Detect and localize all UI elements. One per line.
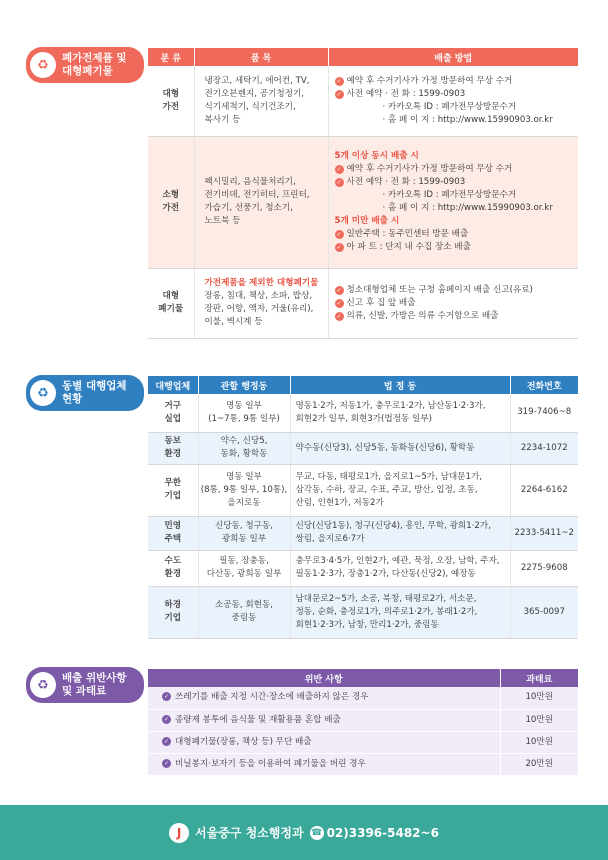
check-icon: ✓	[336, 90, 342, 98]
check-icon: ✓	[336, 286, 342, 294]
table-row	[148, 731, 578, 753]
company-cell	[148, 464, 198, 516]
section-title: 및 과태료	[62, 685, 107, 697]
table-row	[148, 687, 578, 709]
method-cell	[328, 268, 578, 338]
fine-cell: 10만원	[500, 731, 578, 753]
admin-dong-line: 중림동	[231, 613, 257, 623]
section-title: 대형폐기물	[62, 65, 113, 77]
admin-dong-line: 신당동, 청구동,	[214, 521, 273, 531]
table-header: 관할 행정동	[198, 376, 290, 394]
check-icon: ✓	[163, 715, 170, 723]
section-title: 배출 위반사항	[62, 672, 127, 684]
method-text: 사전 예약 · 전 화 : 1599-0903	[346, 177, 466, 187]
items-title: 가전제품을 제외한 대형폐기물	[204, 278, 319, 288]
table-row	[148, 586, 578, 638]
section-badge	[26, 47, 144, 83]
table-header: 배출 방법	[328, 48, 578, 66]
table-header: 분 류	[148, 48, 194, 66]
legal-dong-line: 남대문로2~5가, 소공, 북창, 태평로2가, 서소문,	[295, 593, 477, 604]
legal-dong-cell	[290, 394, 510, 432]
legal-dong-cell	[290, 464, 510, 516]
item-line: 전기비데, 전기히터, 프린터,	[204, 190, 310, 200]
violation-text: 쓰레기를 배출 지정 시간·장소에 배출하지 않은 경우	[175, 692, 369, 703]
company-cell	[148, 394, 198, 432]
category-label: 가전	[162, 101, 180, 112]
footer	[0, 805, 608, 860]
method-line	[335, 284, 579, 297]
admin-dong-line: 을지로동	[227, 497, 261, 508]
admin-dong-line: 광희동 일부	[221, 534, 267, 544]
admin-dong-cell	[198, 586, 290, 638]
legal-dong-cell	[290, 516, 510, 550]
phone-cell: 2264-6162	[510, 464, 578, 516]
method-subline: · 카카오톡 ID : 폐가전무상방문수거	[382, 190, 517, 200]
method-text: 의류, 신발, 가방은 의류 수거함으로 배출	[346, 310, 499, 321]
admin-dong-line: 명동 일부	[226, 400, 262, 411]
legal-dong-cell	[290, 432, 510, 464]
phone-cell: 319-7406~8	[510, 394, 578, 432]
table-row	[148, 136, 578, 268]
check-icon: ✓	[163, 759, 170, 767]
admin-dong-line: 명동 일부	[226, 471, 262, 482]
fine-cell: 10만원	[500, 709, 578, 731]
method-subline: · 홈 페 이 지 : http://www.15990903.or.kr	[382, 114, 553, 125]
company-cell	[148, 550, 198, 586]
legal-dong-line: 회현2가 일부, 회현3가(법정동 일부)	[295, 413, 432, 424]
fine-cell: 10만원	[500, 687, 578, 709]
company-name: 환경	[164, 449, 182, 459]
phone-cell: 2275-9608	[510, 550, 578, 586]
table-row	[148, 550, 578, 586]
items-cell	[194, 66, 328, 136]
legal-dong-line: 신당(신당1동), 청구(신당4), 흥인, 무학, 광희1·2가,	[295, 521, 491, 531]
method-line	[335, 297, 579, 310]
table-header: 법 정 동	[290, 376, 510, 394]
method-line	[335, 88, 579, 101]
admin-dong-line: 동화, 황학동	[220, 449, 268, 459]
legal-dong-cell	[290, 550, 510, 586]
method-line	[335, 241, 579, 254]
check-icon: ✓	[336, 299, 342, 307]
legal-dong-line: 쌍림, 을지로6·7가	[295, 534, 365, 544]
company-name: 주택	[164, 534, 182, 544]
method-text: 일반주택 : 동주민센터 방문 배출	[346, 229, 469, 239]
company-name: 거구	[164, 400, 182, 411]
legal-dong-line: 정동, 순화, 충정로1가, 의주로1·2가, 봉래1·2가,	[295, 606, 478, 617]
phone-icon: ☎	[310, 827, 323, 838]
check-icon: ✓	[336, 179, 342, 186]
legal-dong-line: 필동1·2·3가, 장충1·2가, 다산동(신당2), 예장동	[295, 569, 476, 579]
method-text: 청소대형업체 또는 구청 홈페이지 배출 신고(유료)	[346, 284, 533, 295]
admin-dong-line: (8통, 9통 일부, 10통),	[200, 484, 288, 495]
legal-dong-line: 무교, 다동, 태평로1가, 을지로1~5가, 남대문1가,	[295, 471, 482, 482]
admin-dong-cell	[198, 550, 290, 586]
method-cell	[328, 66, 578, 136]
method-text: 예약 후 수거기사가 가정 방문하여 무상 수거	[346, 164, 513, 174]
company-name: 동보	[164, 436, 182, 446]
company-name: 수도	[164, 556, 182, 566]
admin-dong-line: 필동, 장충동,	[219, 556, 269, 566]
check-icon: ✓	[336, 244, 342, 251]
item-line: 전기오븐렌지, 공기청정기,	[204, 88, 305, 99]
item-line: 노트북 등	[204, 216, 241, 226]
item-line: 장롱, 침대, 책상, 소파, 밥상,	[204, 291, 313, 301]
section-label-fines	[26, 667, 144, 703]
category-cell	[148, 268, 194, 338]
violation-text: 비닐봉지·보자기 등을 이용하여 폐기물을 버린 경우	[175, 758, 366, 769]
company-name: 무한	[164, 478, 182, 488]
recycle-icon: ♻	[30, 672, 56, 698]
method-text: 아 파 트 : 단지 내 수집 장소 배출	[346, 242, 471, 252]
footer-org: 서울중구 청소행정과	[195, 826, 304, 840]
table-header: 과태료	[500, 669, 578, 687]
section-label-companies	[26, 375, 144, 411]
items-cell	[194, 268, 328, 338]
method-text: 예약 후 수거기사가 가정 방문하여 무상 수거	[346, 75, 513, 86]
legal-dong-line: 산림, 인현1가, 저동2가	[295, 497, 384, 508]
method-line	[335, 310, 579, 323]
method-heading: 5개 미만 배출 시	[334, 216, 400, 226]
category-label: 대형	[162, 88, 180, 99]
category-label: 소형	[162, 190, 180, 200]
category-cell	[148, 136, 194, 268]
item-line: 복사기 등	[204, 114, 241, 125]
table-row	[148, 709, 578, 731]
footer-phone: 02)3396-5482~6	[326, 825, 439, 840]
section-title: 현황	[62, 393, 83, 405]
violation-cell	[148, 753, 500, 775]
method-line	[335, 75, 579, 88]
check-icon: ✓	[336, 231, 342, 238]
method-subline: · 카카오톡 ID : 폐가전무상방문수거	[382, 101, 517, 112]
items-cell	[194, 136, 328, 268]
check-icon: ✓	[163, 737, 170, 745]
check-icon: ✓	[336, 166, 342, 173]
method-line	[335, 163, 579, 176]
admin-dong-line: (1~7통, 9통 일부)	[208, 413, 280, 424]
method-line	[335, 176, 579, 189]
method-text: 사전 예약 · 전 화 : 1599-0903	[346, 88, 466, 99]
company-name: 환경	[164, 569, 182, 579]
category-label: 폐기물	[158, 304, 184, 314]
fine-cell: 20만원	[500, 753, 578, 775]
check-icon: ✓	[336, 312, 342, 320]
category-label: 대형	[162, 291, 180, 301]
method-subline: · 홈 페 이 지 : http://www.15990903.or.kr	[382, 203, 553, 213]
district-logo-icon: J	[169, 823, 189, 843]
phone-cell: 2233-5411~2	[510, 516, 578, 550]
section-title: 폐가전제품 및	[62, 52, 127, 64]
violation-cell	[148, 709, 500, 731]
table-header: 위반 사항	[148, 669, 500, 687]
violation-text: 대형폐기물(장롱, 책상 등) 무단 배출	[175, 736, 312, 747]
table-row	[148, 753, 578, 775]
table-header: 전화번호	[510, 376, 578, 394]
check-icon: ✓	[336, 77, 342, 85]
violation-cell	[148, 687, 500, 709]
admin-dong-cell	[198, 394, 290, 432]
table-row	[148, 394, 578, 432]
admin-dong-cell	[198, 516, 290, 550]
check-icon: ✓	[163, 693, 170, 701]
admin-dong-cell	[198, 432, 290, 464]
admin-dong-line: 소공동, 회현동,	[214, 600, 273, 610]
violation-cell	[148, 731, 500, 753]
company-cell	[148, 586, 198, 638]
legal-dong-line: 삼각동, 수하, 장교, 수표, 주교, 방산, 입정, 초동,	[295, 484, 478, 495]
method-heading: 5개 이상 동시 배출 시	[334, 151, 419, 161]
method-text: 신고 후 집 앞 배출	[346, 297, 416, 308]
section-badge	[26, 667, 144, 703]
table-row	[148, 66, 578, 136]
item-line: 냉장고, 세탁기, 에어컨, TV,	[204, 75, 310, 86]
method-cell	[328, 136, 578, 268]
table-header: 품 목	[194, 48, 328, 66]
phone-cell: 2234-1072	[510, 432, 578, 464]
admin-dong-line: 다산동, 광희동 일부	[206, 569, 282, 579]
section-badge	[26, 375, 144, 411]
legal-dong-cell	[290, 586, 510, 638]
legal-dong-line: 명동1·2가, 저동1가, 충무로1·2가, 남산동1·2·3가,	[295, 400, 486, 411]
method-line	[335, 228, 579, 241]
table-row	[148, 268, 578, 338]
company-cell	[148, 432, 198, 464]
bulky-waste-table	[148, 48, 578, 339]
admin-dong-cell	[198, 464, 290, 516]
legal-dong-line: 회현1·2·3가, 남창, 만리1·2가, 중림동	[295, 619, 439, 630]
phone-cell: 365-0097	[510, 586, 578, 638]
item-line: 식기세척기, 식기건조기,	[204, 101, 296, 112]
companies-table	[148, 376, 578, 639]
table-header: 대행업체	[148, 376, 198, 394]
item-line: 가습기, 선풍기, 청소기,	[204, 203, 293, 213]
recycle-icon: ♻	[30, 52, 56, 78]
violation-text: 종량제 봉투에 음식물 및 재활용품 혼합 배출	[175, 714, 341, 725]
table-row	[148, 516, 578, 550]
company-name: 민영	[164, 521, 182, 531]
item-line: 팩시밀리, 음식물처리기,	[204, 177, 296, 187]
fines-table	[148, 669, 578, 776]
table-row	[148, 432, 578, 464]
legal-dong-line: 충무로3·4·5가, 인현2가, 예관, 묵정, 오장, 남학, 주자,	[295, 556, 500, 566]
table-row	[148, 464, 578, 516]
company-cell	[148, 516, 198, 550]
category-label: 가전	[162, 203, 180, 213]
section-label-bulky	[26, 47, 144, 83]
company-name: 기업	[164, 613, 182, 623]
company-name: 실업	[164, 413, 182, 424]
category-cell	[148, 66, 194, 136]
item-line: 장판, 어항, 액자, 거울(유리),	[204, 304, 314, 314]
company-name: 기업	[164, 491, 182, 501]
recycle-icon: ♻	[30, 380, 56, 406]
admin-dong-line: 약수, 신당5,	[220, 436, 268, 446]
item-line: 이불, 벽시계 등	[204, 317, 263, 327]
company-name: 하경	[164, 600, 182, 610]
legal-dong-line: 약수동(신당3), 신당5동, 동화동(신당6), 황학동	[295, 442, 475, 453]
section-title: 동별 대행업체	[62, 380, 127, 392]
